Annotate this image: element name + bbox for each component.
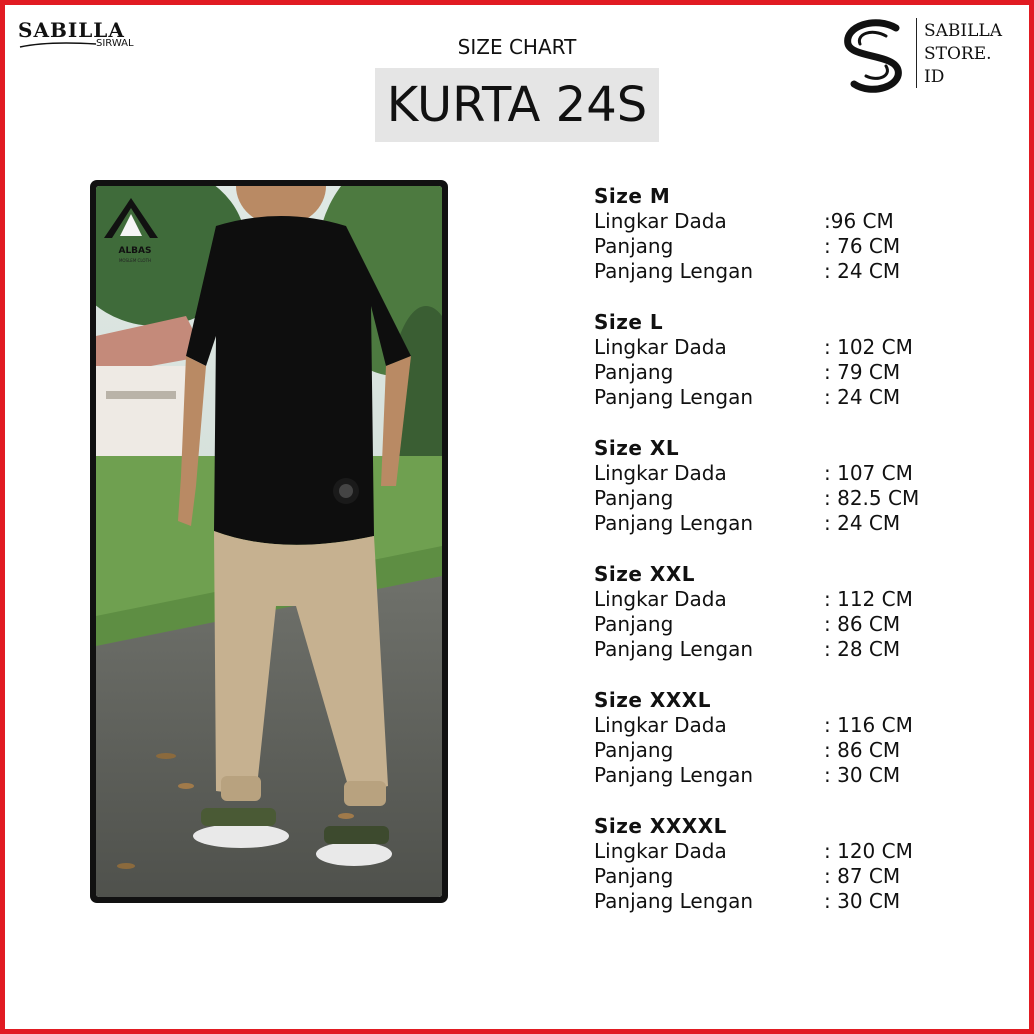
size-block-xxxxl bbox=[594, 814, 1014, 914]
row-value: : 112 CM bbox=[824, 587, 913, 611]
row-label: Panjang Lengan bbox=[594, 637, 754, 661]
row-value: : 120 CM bbox=[824, 839, 913, 863]
size-row bbox=[594, 511, 1014, 536]
size-row bbox=[594, 587, 1014, 612]
size-block-xxxl bbox=[594, 688, 1014, 788]
model-illustration bbox=[96, 186, 442, 897]
brand-left-name: SABILLA bbox=[18, 18, 125, 42]
albas-logo-name: ALBAS bbox=[118, 246, 152, 256]
row-value: : 86 CM bbox=[824, 612, 901, 636]
photo-content bbox=[96, 186, 442, 897]
product-photo bbox=[90, 180, 448, 903]
row-label: Lingkar Dada bbox=[594, 587, 727, 611]
size-row bbox=[594, 259, 1014, 284]
size-row bbox=[594, 385, 1014, 410]
row-label: Panjang Lengan bbox=[594, 889, 754, 913]
row-label: Panjang Lengan bbox=[594, 259, 754, 283]
size-block-xxl bbox=[594, 562, 1014, 662]
row-label: Lingkar Dada bbox=[594, 839, 727, 863]
row-value: : 82.5 CM bbox=[824, 486, 920, 510]
row-label: Panjang Lengan bbox=[594, 511, 754, 535]
size-title: Size M bbox=[594, 184, 671, 208]
row-label: Panjang bbox=[594, 738, 674, 762]
size-block-xl bbox=[594, 436, 1014, 536]
size-row bbox=[594, 612, 1014, 637]
size-title: Size XL bbox=[594, 436, 680, 460]
size-row bbox=[594, 486, 1014, 511]
size-row bbox=[594, 335, 1014, 360]
size-title: Size L bbox=[594, 310, 664, 334]
size-chart-subtitle: SIZE CHART bbox=[457, 35, 577, 59]
row-value: : 79 CM bbox=[824, 360, 901, 384]
size-title: Size XXL bbox=[594, 562, 696, 586]
size-row bbox=[594, 738, 1014, 763]
title-box bbox=[375, 68, 659, 142]
albas-logo-tagline: MOSLEM CLOTH bbox=[118, 258, 152, 263]
row-label: Panjang Lengan bbox=[594, 763, 754, 787]
row-value: : 76 CM bbox=[824, 234, 901, 258]
row-value: :96 CM bbox=[824, 209, 894, 233]
row-label: Lingkar Dada bbox=[594, 209, 727, 233]
row-value: : 24 CM bbox=[824, 511, 901, 535]
row-value: : 30 CM bbox=[824, 889, 901, 913]
row-value: : 24 CM bbox=[824, 385, 901, 409]
row-label: Panjang bbox=[594, 612, 674, 636]
row-label: Lingkar Dada bbox=[594, 461, 727, 485]
row-label: Lingkar Dada bbox=[594, 335, 727, 359]
size-block-l bbox=[594, 310, 1014, 410]
size-block-m bbox=[594, 184, 1014, 284]
size-title: Size XXXL bbox=[594, 688, 711, 712]
size-row bbox=[594, 360, 1014, 385]
row-label: Lingkar Dada bbox=[594, 713, 727, 737]
row-label: Panjang bbox=[594, 360, 674, 384]
size-row bbox=[594, 713, 1014, 738]
row-value: : 102 CM bbox=[824, 335, 913, 359]
row-value: : 107 CM bbox=[824, 461, 913, 485]
row-label: Panjang bbox=[594, 234, 674, 258]
row-value: : 116 CM bbox=[824, 713, 913, 737]
row-value: : 24 CM bbox=[824, 259, 901, 283]
row-value: : 30 CM bbox=[824, 763, 901, 787]
size-row bbox=[594, 637, 1014, 662]
row-value: : 86 CM bbox=[824, 738, 901, 762]
row-label: Panjang Lengan bbox=[594, 385, 754, 409]
size-list bbox=[594, 184, 1014, 940]
brand-left-sub: SIRWAL bbox=[96, 38, 134, 49]
size-title: Size XXXXL bbox=[594, 814, 727, 838]
row-label: Panjang bbox=[594, 864, 674, 888]
size-row bbox=[594, 889, 1014, 914]
row-label: Panjang bbox=[594, 486, 674, 510]
row-value: : 28 CM bbox=[824, 637, 901, 661]
size-row bbox=[594, 461, 1014, 486]
product-title: KURTA 24S bbox=[386, 77, 648, 133]
size-row bbox=[594, 234, 1014, 259]
size-row bbox=[594, 209, 1014, 234]
row-value: : 87 CM bbox=[824, 864, 901, 888]
size-row bbox=[594, 864, 1014, 889]
size-row bbox=[594, 763, 1014, 788]
brand-right-text: SABILLA STORE. ID bbox=[924, 21, 1002, 87]
size-row bbox=[594, 839, 1014, 864]
